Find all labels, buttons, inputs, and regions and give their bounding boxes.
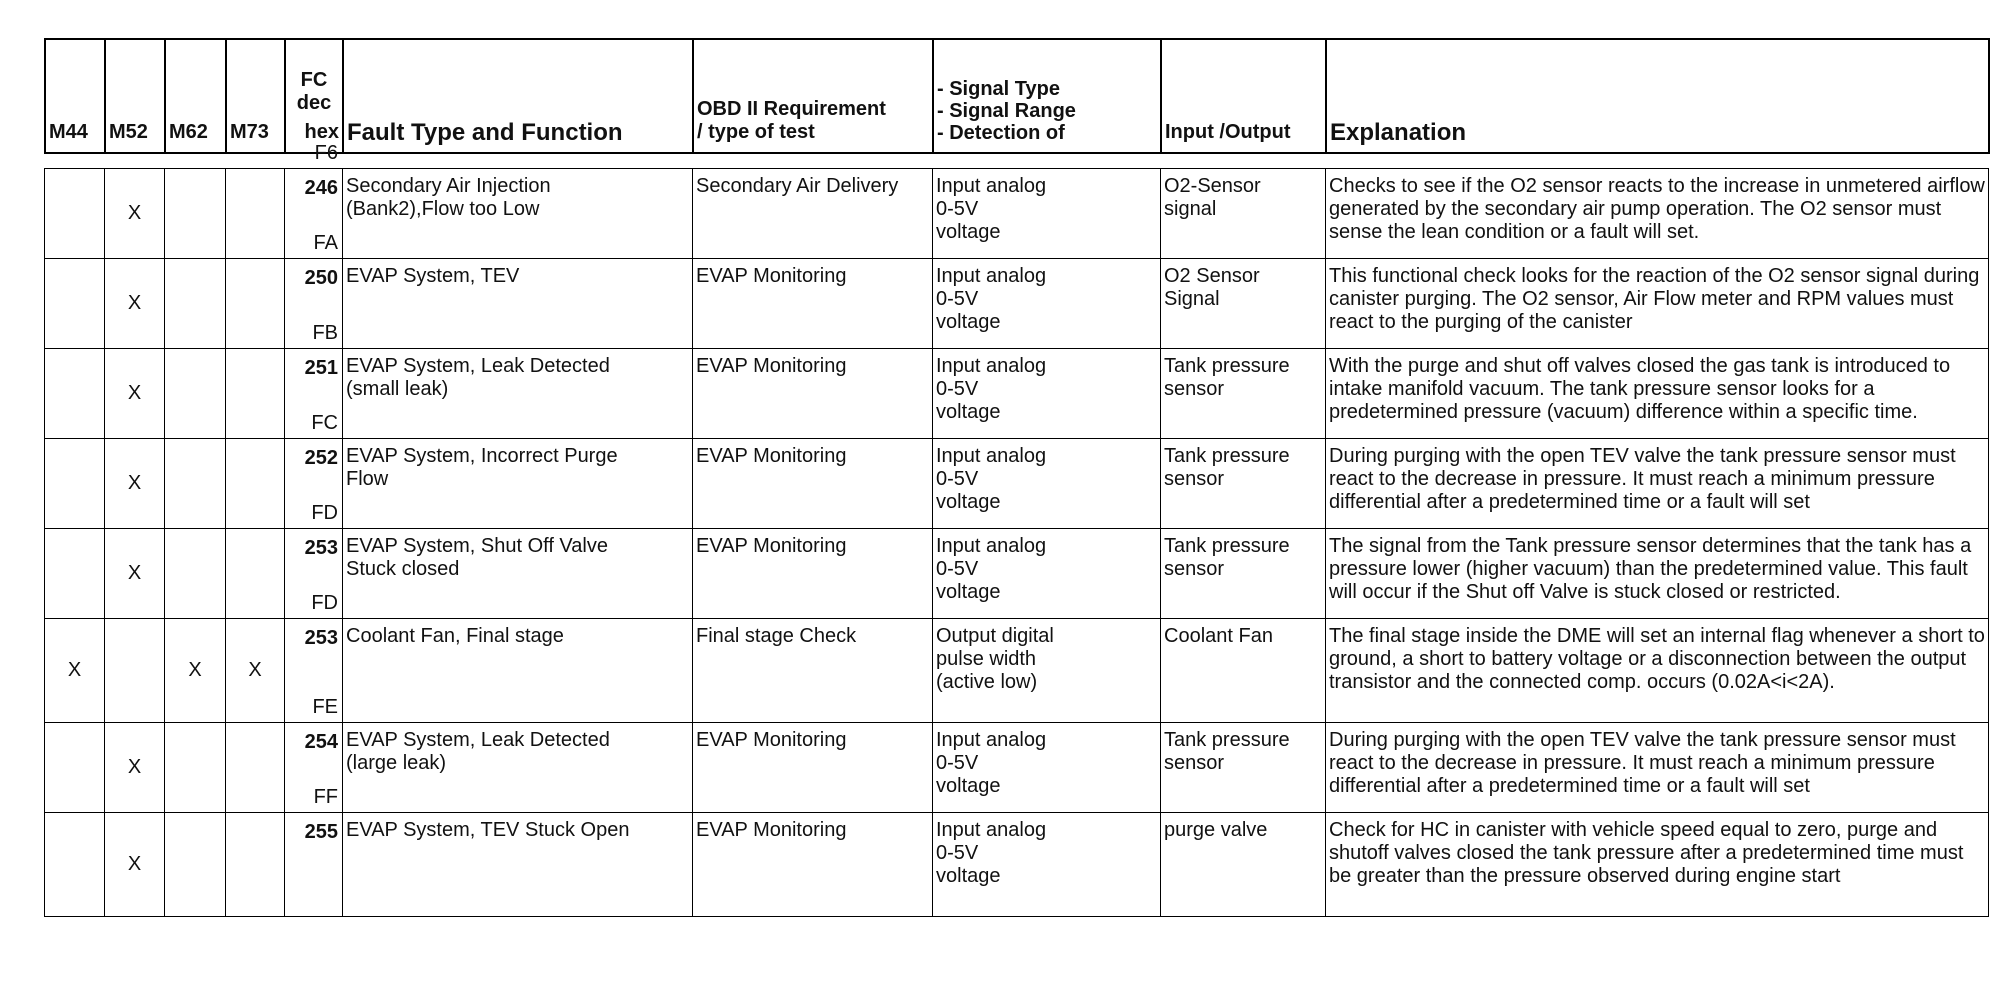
- fault-line2: Stuck closed: [346, 558, 460, 580]
- cell-io: [1161, 349, 1326, 439]
- io-line1: O2-Sensor: [1164, 175, 1261, 197]
- cell-m73: [226, 169, 285, 259]
- cell-m73: [226, 259, 285, 349]
- cell-explanation: The signal from the Tank pressure sensor determines that the tank has a pressure lower (higher vacuum) than the predetermined value. This fault will occur if the Shut off Valve is stuck closed or restricted.: [1326, 529, 1989, 619]
- cell-io: [1161, 259, 1326, 349]
- cell-m62: [165, 349, 226, 439]
- fault-line1: Secondary Air Injection: [346, 175, 551, 197]
- cell-m73: X: [226, 619, 285, 723]
- cell-obd: EVAP Monitoring: [693, 259, 933, 349]
- signal-line3: voltage: [936, 775, 1001, 797]
- signal-line3: voltage: [936, 401, 1001, 423]
- fault-line1: EVAP System, Leak Detected: [346, 355, 610, 377]
- cell-obd: Secondary Air Delivery: [693, 169, 933, 259]
- signal-line1: Input analog: [936, 355, 1047, 377]
- cell-explanation: During purging with the open TEV valve the tank pressure sensor must react to the decrease in pressure. It must reach a minimum pressure differential after a predetermined time or a fault will set: [1326, 723, 1989, 813]
- cell-explanation: Checks to see if the O2 sensor reacts to the increase in unmetered airflow generated by the secondary air pump operation. The O2 sensor must sense the lean condition or a fault will set.: [1326, 169, 1989, 259]
- cell-m52: X: [105, 259, 165, 349]
- cell-m73: [226, 439, 285, 529]
- cell-fault: [343, 259, 693, 349]
- signal-line2: 0-5V: [936, 842, 979, 864]
- cell-m62: [165, 813, 226, 917]
- cell-fault: [343, 529, 693, 619]
- fault-line1: Coolant Fan, Final stage: [346, 625, 564, 647]
- cell-m62: X: [165, 619, 226, 723]
- io-line1: Tank pressure: [1164, 445, 1290, 467]
- cell-fc: [285, 786, 343, 917]
- cell-explanation: Check for HC in canister with vehicle speed equal to zero, purge and shutoff valves closed the tank pressure after a predetermined time must be greater than the pressure observed during engine start: [1326, 813, 1989, 917]
- cell-io: [1161, 439, 1326, 529]
- signal-line1: Input analog: [936, 265, 1047, 287]
- cell-m44: [45, 439, 105, 529]
- cell-fault: [343, 619, 693, 723]
- signal-line1: Input analog: [936, 535, 1047, 557]
- io-line1: Coolant Fan: [1164, 625, 1273, 647]
- cell-signal: [933, 619, 1161, 723]
- cell-m73: [226, 813, 285, 917]
- fault-code-dec: 250: [304, 267, 338, 289]
- fault-code-hex: FD: [311, 502, 338, 524]
- cell-signal: [933, 259, 1161, 349]
- cell-fault: [343, 723, 693, 813]
- cell-m62: [165, 723, 226, 813]
- cell-signal: [933, 169, 1161, 259]
- cell-m44: [45, 259, 105, 349]
- fault-code-hex: F6: [314, 142, 338, 164]
- signal-line2: 0-5V: [936, 288, 979, 310]
- fault-code-dec: 252: [304, 447, 338, 469]
- fault-code-hex: FD: [311, 592, 338, 614]
- cell-fault: [343, 439, 693, 529]
- cell-signal: [933, 723, 1161, 813]
- signal-line3: voltage: [936, 865, 1001, 887]
- io-line2: signal: [1164, 198, 1217, 220]
- cell-m44: [45, 723, 105, 813]
- signal-line3: (active low): [936, 671, 1038, 693]
- signal-line1: Input analog: [936, 819, 1047, 841]
- header-m62: M62: [165, 39, 226, 153]
- cell-m52: X: [105, 529, 165, 619]
- cell-m52: X: [105, 723, 165, 813]
- cell-m62: [165, 439, 226, 529]
- header-m73: M73: [226, 39, 285, 153]
- cell-signal: [933, 813, 1161, 917]
- signal-line2: pulse width: [936, 648, 1037, 670]
- fault-line1: EVAP System, Incorrect Purge: [346, 445, 618, 467]
- cell-m44: [45, 349, 105, 439]
- io-line1: Tank pressure: [1164, 355, 1290, 377]
- header-m52: M52: [105, 39, 165, 153]
- cell-obd: EVAP Monitoring: [693, 529, 933, 619]
- cell-explanation: The final stage inside the DME will set an internal flag whenever a short to ground, a short to battery voltage or a disconnection between the output transistor and the connected comp. occurs (0.02A<i<2A).: [1326, 619, 1989, 723]
- cell-signal: [933, 439, 1161, 529]
- cell-io: [1161, 169, 1326, 259]
- cell-m52: X: [105, 439, 165, 529]
- fault-line1: EVAP System, Shut Off Valve: [346, 535, 608, 557]
- cell-obd: EVAP Monitoring: [693, 723, 933, 813]
- cell-m44: [45, 529, 105, 619]
- cell-fault: [343, 813, 693, 917]
- cell-signal: [933, 529, 1161, 619]
- fault-line2: (large leak): [346, 752, 447, 774]
- io-line2: sensor: [1164, 468, 1225, 490]
- fault-code-hex: FF: [313, 786, 338, 808]
- fault-code-hex: FC: [311, 412, 338, 434]
- cell-m62: [165, 259, 226, 349]
- fault-line2: (small leak): [346, 378, 449, 400]
- header-obd-line1: OBD II Requirement: [697, 98, 886, 120]
- signal-line1: Input analog: [936, 729, 1047, 751]
- fault-line1: EVAP System, TEV: [346, 265, 520, 287]
- cell-io: [1161, 723, 1326, 813]
- io-line1: Tank pressure: [1164, 535, 1290, 557]
- header-signal-line1: - Signal Type: [937, 78, 1060, 100]
- cell-m52: X: [105, 169, 165, 259]
- cell-io: [1161, 813, 1326, 917]
- cell-obd: Final stage Check: [693, 619, 933, 723]
- fault-code-hex: FE: [312, 696, 338, 718]
- signal-line3: voltage: [936, 221, 1001, 243]
- io-line2: sensor: [1164, 752, 1225, 774]
- fault-code-hex: FA: [313, 232, 338, 254]
- cell-m73: [226, 723, 285, 813]
- fault-code-dec: 253: [304, 627, 338, 649]
- io-line1: purge valve: [1164, 819, 1268, 841]
- signal-line2: 0-5V: [936, 378, 979, 400]
- cell-m44: [45, 813, 105, 917]
- header-obd-line2: / type of test: [697, 121, 815, 143]
- fault-code-dec: 253: [304, 537, 338, 559]
- cell-m52: [105, 619, 165, 723]
- cell-m44: [45, 169, 105, 259]
- fault-line2: Flow: [346, 468, 389, 490]
- signal-line2: 0-5V: [936, 752, 979, 774]
- cell-explanation: With the purge and shut off valves closed the gas tank is introduced to intake manifold vacuum. The tank pressure sensor looks for a predetermined pressure (vacuum) difference within a specific time.: [1326, 349, 1989, 439]
- fault-code-dec: 254: [304, 731, 338, 753]
- fault-line1: EVAP System, TEV Stuck Open: [346, 819, 630, 841]
- fault-code-dec: 251: [304, 357, 338, 379]
- table-body: [44, 142, 1989, 917]
- cell-m52: X: [105, 349, 165, 439]
- io-line2: Signal: [1164, 288, 1220, 310]
- cell-fault: [343, 349, 693, 439]
- fault-code-dec: 246: [304, 177, 338, 199]
- cell-io: [1161, 619, 1326, 723]
- table-header: [44, 38, 1990, 154]
- io-line1: O2 Sensor: [1164, 265, 1260, 287]
- cell-explanation: During purging with the open TEV valve the tank pressure sensor must react to the decrease in pressure. It must reach a minimum pressure differential after a predetermined time or a fault will set: [1326, 439, 1989, 529]
- fault-code-hex: FB: [312, 322, 338, 344]
- header-obd: [693, 39, 933, 153]
- cell-m62: [165, 529, 226, 619]
- signal-line1: Output digital: [936, 625, 1054, 647]
- cell-signal: [933, 349, 1161, 439]
- cell-m73: [226, 529, 285, 619]
- signal-line2: 0-5V: [936, 468, 979, 490]
- cell-obd: EVAP Monitoring: [693, 439, 933, 529]
- header-signal-line2: - Signal Range: [937, 100, 1076, 122]
- signal-line1: Input analog: [936, 445, 1047, 467]
- signal-line2: 0-5V: [936, 558, 979, 580]
- cell-m52: X: [105, 813, 165, 917]
- cell-explanation: This functional check looks for the reaction of the O2 sensor signal during canister purging. The O2 sensor, Air Flow meter and RPM values must react to the purging of the canister: [1326, 259, 1989, 349]
- cell-io: [1161, 529, 1326, 619]
- header-signal-line3: - Detection of: [937, 122, 1065, 144]
- signal-line3: voltage: [936, 311, 1001, 333]
- header-fc-line2: dec: [296, 92, 332, 114]
- fault-line2: (Bank2),Flow too Low: [346, 198, 540, 220]
- cell-obd: EVAP Monitoring: [693, 813, 933, 917]
- io-line2: sensor: [1164, 558, 1225, 580]
- signal-line1: Input analog: [936, 175, 1047, 197]
- cell-fault: [343, 169, 693, 259]
- header-m44: M44: [45, 39, 105, 153]
- header-explanation: Explanation: [1326, 39, 1989, 153]
- header-fc-line3: hex: [304, 121, 339, 143]
- header-fc: [285, 39, 343, 153]
- cell-m73: [226, 349, 285, 439]
- header-signal: [933, 39, 1161, 153]
- cell-obd: EVAP Monitoring: [693, 349, 933, 439]
- header-fault: Fault Type and Function: [343, 39, 693, 153]
- cell-m62: [165, 169, 226, 259]
- signal-line3: voltage: [936, 581, 1001, 603]
- header-fc-line1: FC: [300, 69, 328, 91]
- fault-code-dec: 255: [304, 821, 338, 843]
- header-io: Input /Output: [1161, 39, 1326, 153]
- io-line2: sensor: [1164, 378, 1225, 400]
- io-line1: Tank pressure: [1164, 729, 1290, 751]
- table-row: [45, 813, 1989, 917]
- fault-line1: EVAP System, Leak Detected: [346, 729, 610, 751]
- signal-line3: voltage: [936, 491, 1001, 513]
- cell-m44: X: [45, 619, 105, 723]
- signal-line2: 0-5V: [936, 198, 979, 220]
- fault-code-table: [44, 38, 1988, 917]
